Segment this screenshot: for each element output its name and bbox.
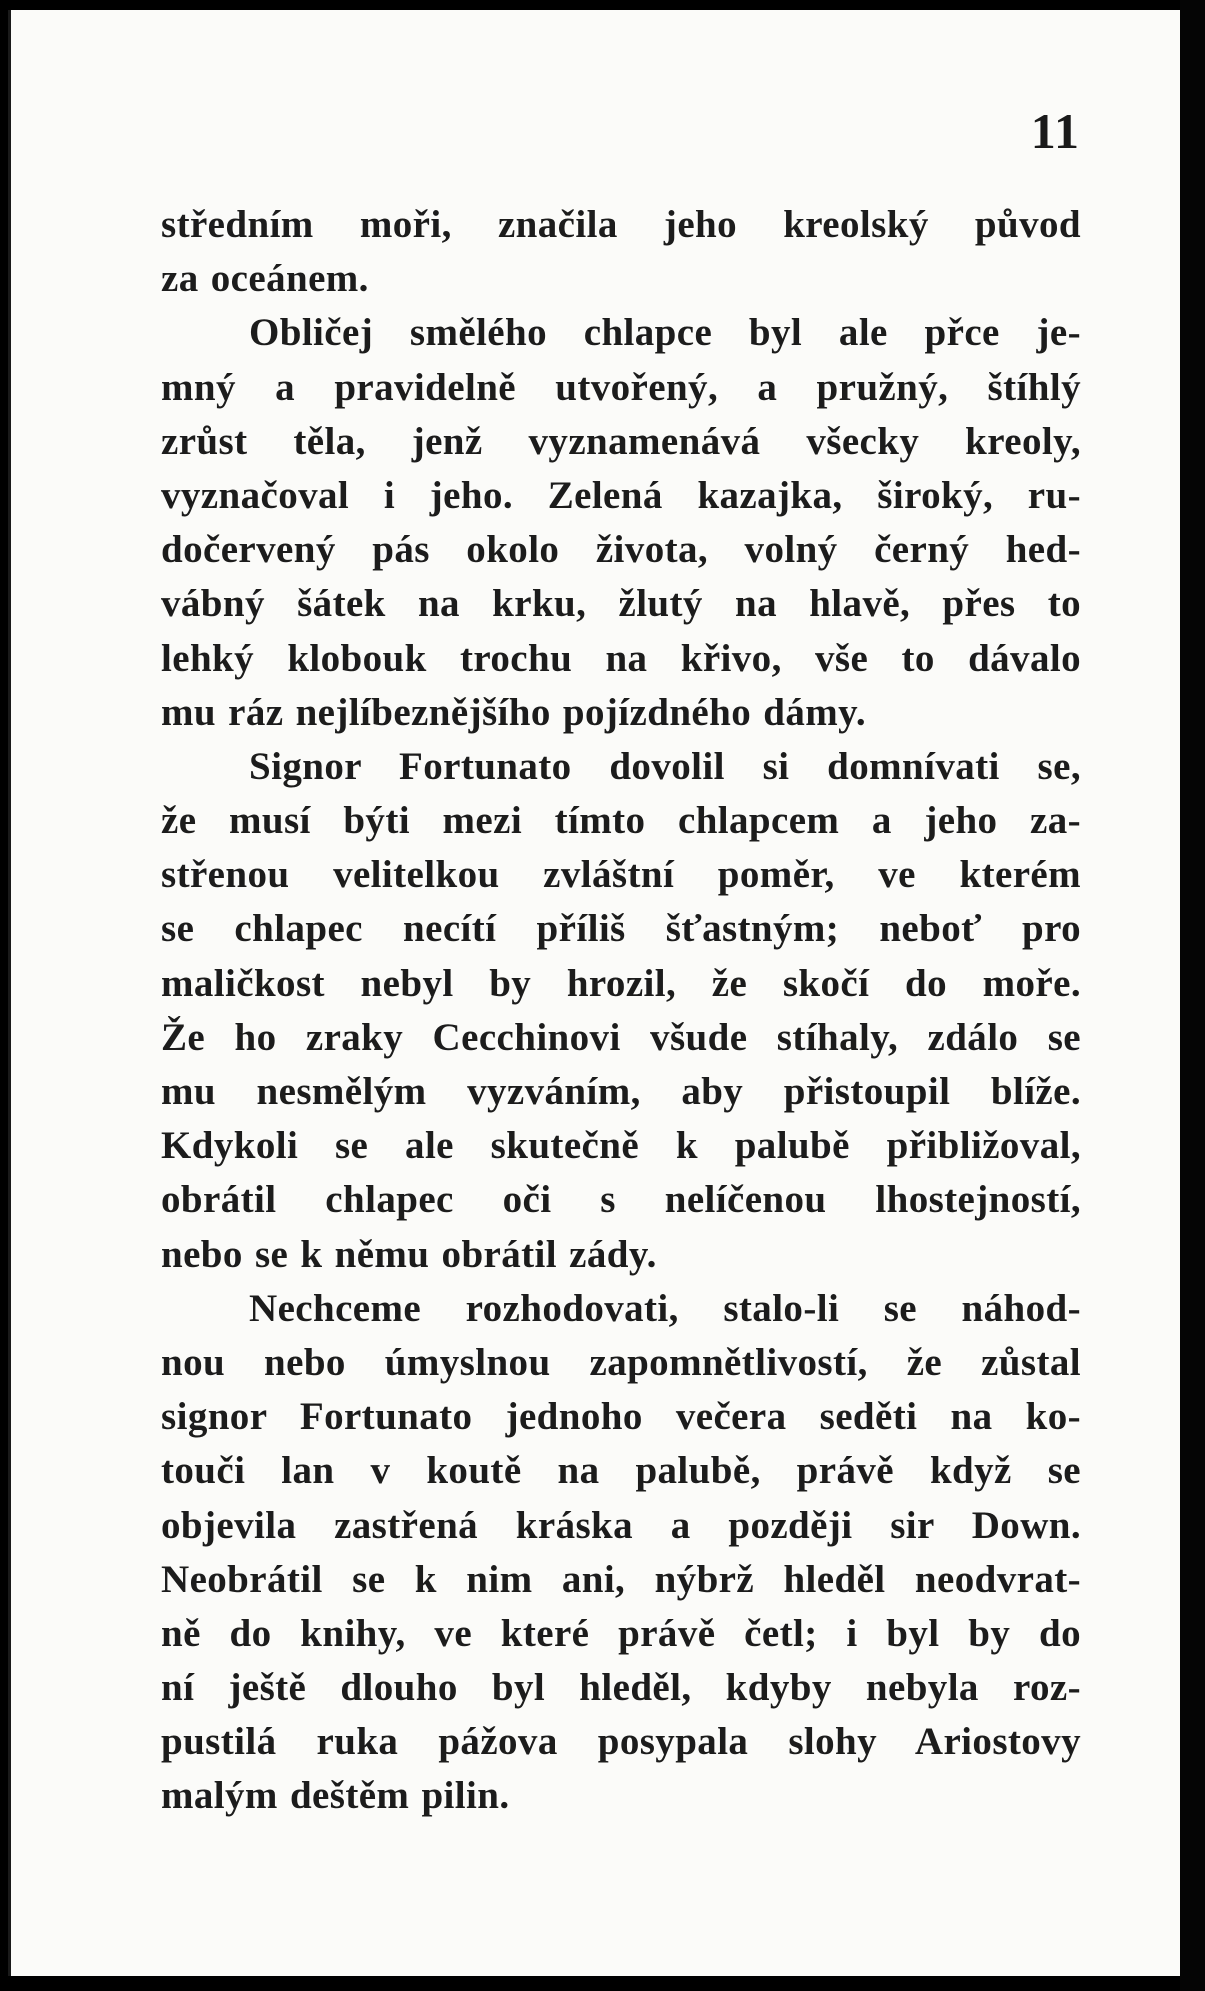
text-line: malým deštěm pilin. bbox=[161, 1774, 510, 1818]
text-line: pustilá ruka pážova posypala slohy Ariostovy bbox=[161, 1720, 1081, 1764]
book-page bbox=[8, 10, 1180, 1976]
text-line: mu ráz nejlíbeznějšího pojízdného dámy. bbox=[161, 690, 867, 734]
text-line: Že ho zraky Cecchinovi všude stíhaly, zdálo se bbox=[161, 1015, 1081, 1059]
text-line: dočervený pás okolo života, volný černý hed- bbox=[161, 528, 1081, 572]
text-line: střenou velitelkou zvláštní poměr, ve kterém bbox=[161, 853, 1081, 897]
text-line: vyznačoval i jeho. Zelená kazajka, široký, ru- bbox=[161, 473, 1081, 517]
text-line: obrátil chlapec oči s nelíčenou lhostejností, bbox=[161, 1178, 1081, 1222]
text-line: Nechceme rozhodovati, stalo-li se náhod- bbox=[249, 1286, 1081, 1330]
text-line: vábný šátek na krku, žlutý na hlavě, přes to bbox=[161, 582, 1081, 626]
page-number: 11 bbox=[1030, 103, 1080, 159]
text-line: signor Fortunato jednoho večera seděti na ko- bbox=[161, 1395, 1081, 1439]
text-line: Neobrátil se k nim ani, nýbrž hleděl neodvrat- bbox=[161, 1557, 1081, 1601]
text-line: nebo se k němu obrátil zády. bbox=[161, 1232, 657, 1276]
text-line: ní ještě dlouho byl hleděl, kdyby nebyla roz- bbox=[161, 1666, 1081, 1710]
text-line: za oceánem. bbox=[161, 257, 369, 301]
text-line: objevila zastřená kráska a později sir Down. bbox=[161, 1503, 1081, 1547]
text-line: Kdykoli se ale skutečně k palubě přibližoval, bbox=[161, 1124, 1081, 1168]
text-line: středním moři, značila jeho kreolský původ bbox=[161, 203, 1081, 246]
text-line: Obličej smělého chlapce byl ale přce je- bbox=[249, 311, 1081, 355]
text-line: nou nebo úmyslnou zapomnětlivostí, že zůstal bbox=[161, 1340, 1081, 1384]
text-line: že musí býti mezi tímto chlapcem a jeho za- bbox=[161, 799, 1081, 843]
text-line: maličkost nebyl by hrozil, že skočí do moře. bbox=[161, 961, 1081, 1005]
text-line: touči lan v koutě na palubě, právě když se bbox=[161, 1449, 1081, 1493]
scan-border bbox=[1180, 0, 1205, 1991]
text-line: mný a pravidelně utvořený, a pružný, štíhlý bbox=[161, 365, 1081, 409]
text-line: se chlapec necítí příliš šťastným; neboť pro bbox=[161, 907, 1081, 951]
text-line: Signor Fortunato dovolil si domnívati se, bbox=[249, 744, 1081, 788]
body-text bbox=[161, 198, 1081, 1824]
text-line: lehký klobouk trochu na křivo, vše to dávalo bbox=[161, 636, 1081, 680]
text-line: ně do knihy, ve které právě četl; i byl by do bbox=[161, 1611, 1081, 1655]
text-line: zrůst těla, jenž vyznamenává všecky kreoly, bbox=[161, 419, 1081, 463]
text-line: mu nesmělým vyzváním, aby přistoupil blíže. bbox=[161, 1070, 1081, 1113]
